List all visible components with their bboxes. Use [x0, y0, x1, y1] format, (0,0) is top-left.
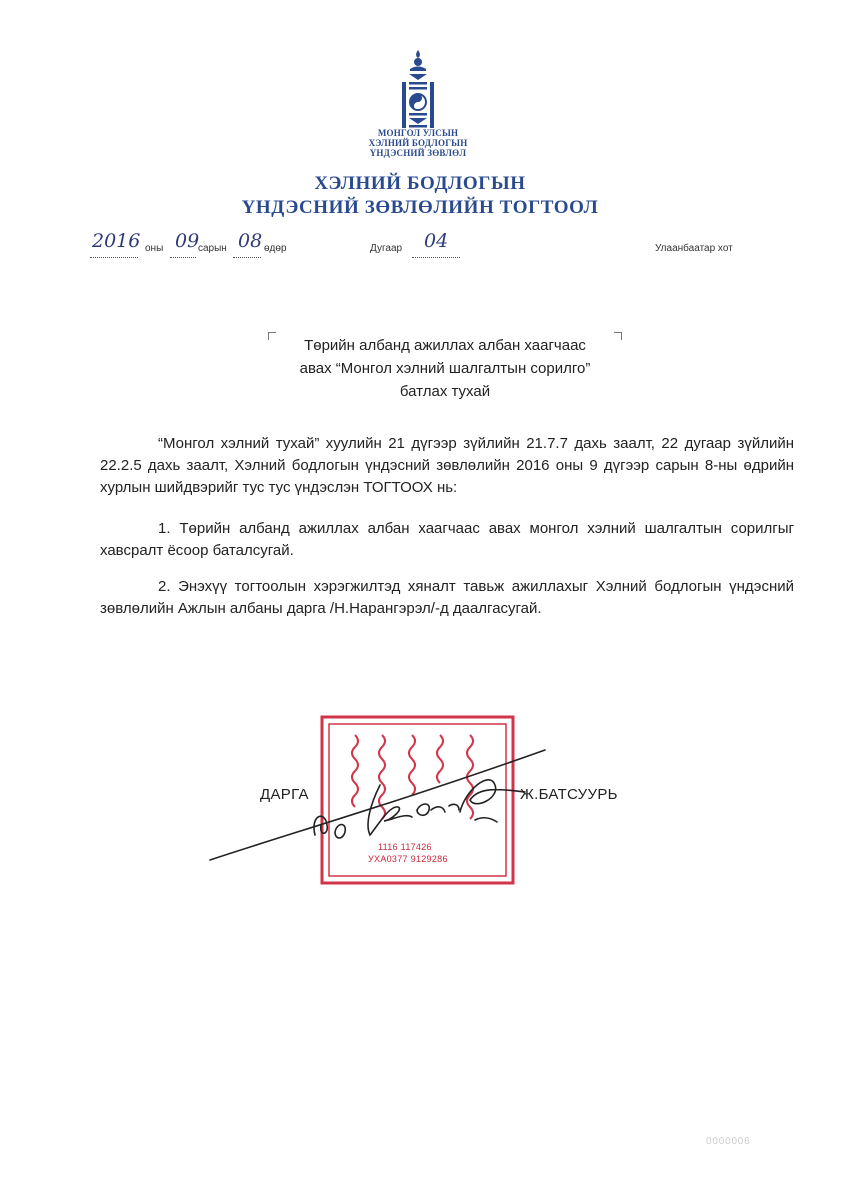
subject-line: авах “Монгол хэлний шалгалтын сорилго” — [299, 360, 591, 377]
day-label: өдөр — [264, 243, 287, 254]
subject-line: батлах тухай — [399, 383, 491, 400]
item-2-paragraph: 2. Энэхүү тогтоолын хэрэгжилтэд хяналт тавьж ажиллахыг Хэлний бодлогын үндэсний зөвлөлийн Ажлын албаны дарга /Н.Нарангэрэл/-д даалгасугай. — [100, 578, 794, 617]
organization-name — [300, 128, 536, 158]
title-line: ХЭЛНИЙ БОДЛОГЫН — [314, 173, 526, 194]
stamp-number-1: 1116 117426 — [378, 842, 432, 852]
date-month: 09 — [175, 230, 200, 252]
signatory-position: ДАРГА — [260, 786, 309, 803]
handwritten-signature — [205, 740, 550, 865]
date-line — [0, 230, 862, 266]
stamp-number-2: УХА0377 9129286 — [368, 854, 448, 864]
org-line: МОНГОЛ УЛСЫН — [377, 128, 459, 138]
year-label: оны — [145, 243, 164, 254]
date-day: 08 — [238, 230, 263, 252]
month-label: сарын — [198, 243, 227, 254]
date-year: 2016 — [92, 230, 141, 252]
number-label: Дугаар — [370, 243, 403, 254]
document-subject — [260, 334, 630, 403]
signatory-name: Ж.БАТСУУРЬ — [520, 786, 618, 803]
org-line: ҮНДЭСНИЙ ЗӨВЛӨЛ — [369, 148, 467, 158]
item-1-paragraph: 1. Төрийн албанд ажиллах албан хаагчаас авах монгол хэлний шалгалтын сорилгыг хавсралт ёсоор баталсугай. — [100, 520, 794, 559]
title-line: ҮНДЭСНИЙ ЗӨВЛӨЛИЙН ТОГТООЛ — [241, 197, 599, 218]
state-emblem-icon — [395, 48, 441, 132]
document-title — [200, 172, 640, 220]
page-mark: 0000006 — [706, 1136, 751, 1147]
document-number: 04 — [424, 230, 449, 252]
place: Улаанбаатар хот — [655, 243, 733, 254]
org-line: ХЭЛНИЙ БОДЛОГЫН — [368, 138, 468, 148]
preamble-paragraph: “Монгол хэлний тухай” хуулийн 21 дүгээр зүйлийн 21.7.7 дахь заалт, 22 дугаар зүйлийн 22.2.5 дахь заалт, Хэлний бодлогын үндэсний зөвлөлийн 2016 оны 9 дүгээр сарын 8-ны өдрийн хурлын шийдвэрийг тус тус үндэслэн ТОГТООХ нь: — [100, 435, 794, 496]
subject-line: Төрийн албанд ажиллах албан хаагчаас — [304, 337, 586, 354]
